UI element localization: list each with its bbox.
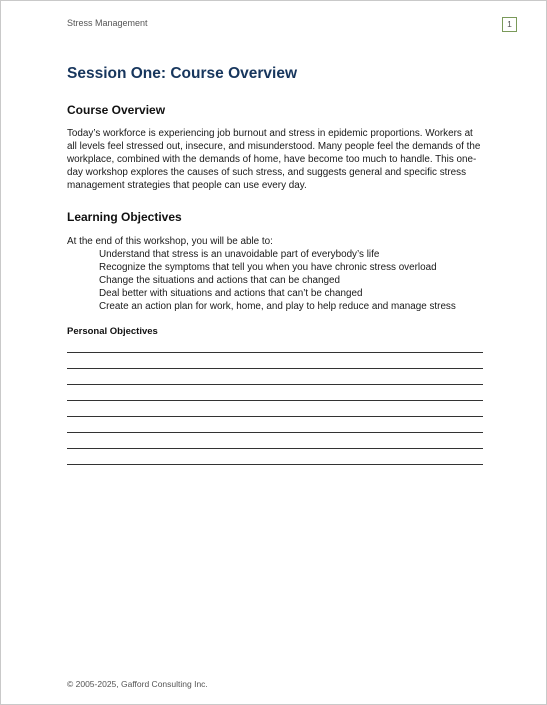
personal-objectives-heading: Personal Objectives bbox=[67, 326, 158, 337]
paragraph-line: Today’s workforce is experiencing job burnout and stress in epidemic proportions. Workers at bbox=[67, 128, 473, 139]
objective-item: Create an action plan for work, home, and play to help reduce and manage stress bbox=[99, 301, 456, 312]
writing-line[interactable] bbox=[67, 416, 483, 417]
writing-line[interactable] bbox=[67, 384, 483, 385]
paragraph-line: workplace, combined with the demands of home, have become too much to handle. This one- bbox=[67, 154, 477, 165]
objective-item: Recognize the symptoms that tell you when you have chronic stress overload bbox=[99, 262, 437, 273]
footer-copyright: © 2005-2025, Gafford Consulting Inc. bbox=[67, 679, 208, 689]
paragraph-line: all levels feel stressed out, insecure, and misunderstood. Many people feel the demands of the bbox=[67, 141, 481, 152]
writing-line[interactable] bbox=[67, 400, 483, 401]
course-overview-heading: Course Overview bbox=[67, 103, 166, 117]
objectives-intro: At the end of this workshop, you will be able to: bbox=[67, 236, 273, 247]
learning-objectives-heading: Learning Objectives bbox=[67, 210, 182, 224]
writing-line[interactable] bbox=[67, 368, 483, 369]
writing-line[interactable] bbox=[67, 464, 483, 465]
paragraph-line: day workshop explores the causes of such stress, and suggests general and specific stress bbox=[67, 167, 467, 178]
objective-item: Change the situations and actions that can be changed bbox=[99, 275, 341, 286]
writing-line[interactable] bbox=[67, 352, 483, 353]
session-title: Session One: Course Overview bbox=[67, 65, 298, 82]
course-overview-paragraph bbox=[67, 127, 487, 192]
page-number-box: 1 bbox=[502, 17, 517, 32]
writing-line[interactable] bbox=[67, 432, 483, 433]
running-header-title: Stress Management bbox=[67, 18, 148, 28]
writing-line[interactable] bbox=[67, 448, 483, 449]
objectives-list bbox=[99, 248, 456, 313]
objective-item: Understand that stress is an unavoidable part of everybody’s life bbox=[99, 249, 380, 260]
paragraph-line: management strategies that people can use every day. bbox=[67, 180, 307, 191]
objective-item: Deal better with situations and actions that can’t be changed bbox=[99, 288, 363, 299]
